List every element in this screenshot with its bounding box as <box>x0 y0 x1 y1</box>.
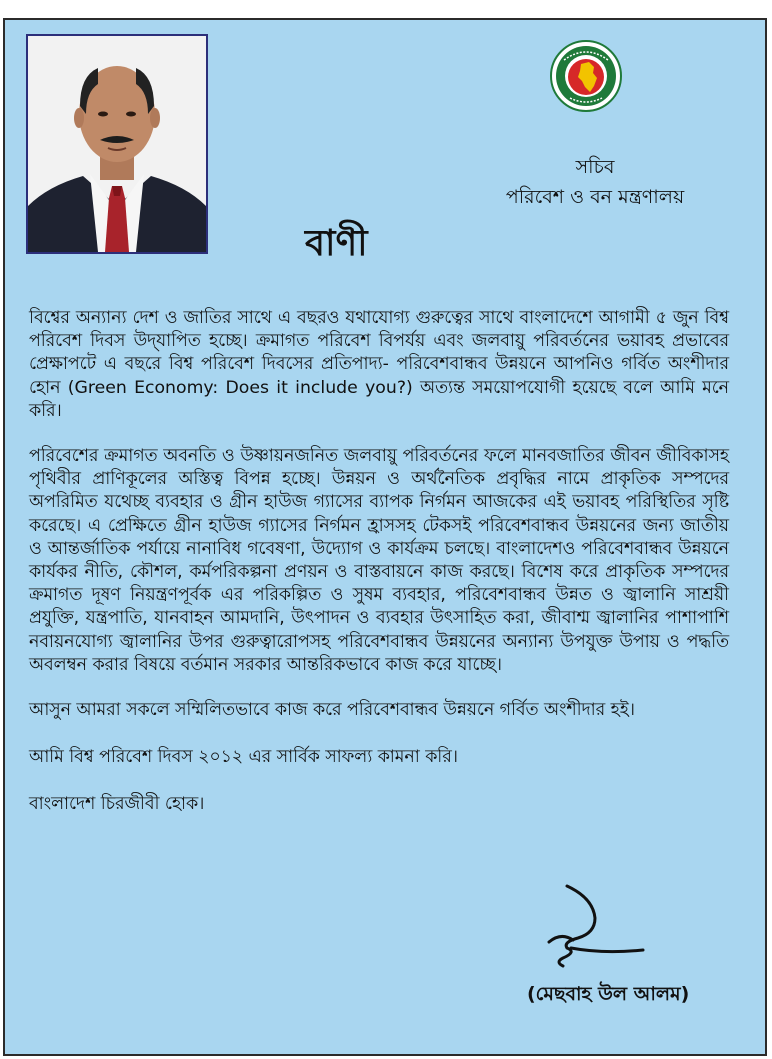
message-body <box>29 307 729 839</box>
official-portrait-photo <box>26 34 208 254</box>
signer-name: (মেছবাহ উল আলম) <box>527 983 690 1005</box>
paragraph-intro: বিশ্বের অন্যান্য দেশ ও জাতির সাথে এ বছরও যথাযোগ্য গুরুত্বের সাথে বাংলাদেশে আগামী ৫ জুন বিশ্ব পরিবেশ দিবস উদ্‌যাপিত হচ্ছে। ক্রমাগত পরিবেশ বিপর্যয় এবং জলবায়ু পরিবর্তনের ভয়াবহ প্রভাবের প্রেক্ষাপটে এ বছরে বিশ্ব পরিবেশ দিবসের প্রতিপাদ্য- পরিবেশবান্ধব উন্নয়নে আপনিও গর্বিত অংশীদার হোন (Green Economy: Does it include you?) অত্যন্ত সময়োপযোগী হয়েছে বলে আমি মনে করি। <box>29 308 729 421</box>
government-seal-icon <box>550 40 622 112</box>
designation-block <box>465 152 725 212</box>
message-heading: বাণী <box>305 223 368 264</box>
paragraph-wish: আমি বিশ্ব পরিবেশ দিবস ২০১২ এর সার্বিক সাফল্য কামনা করি। <box>29 747 458 768</box>
paragraph-closing: বাংলাদেশ চিরজীবী হোক। <box>29 794 205 815</box>
message-page <box>3 18 767 1056</box>
handwritten-signature <box>533 878 648 978</box>
ministry-name: পরিবেশ ও বন মন্ত্রণালয় <box>505 186 685 208</box>
paragraph-main: পরিবেশের ক্রমাগত অবনতি ও উষ্ণায়নজনিত জলবায়ু পরিবর্তনের ফলে মানবজাতির জীবন জীবিকাসহ পৃথিবীর প্রাণিকূলের অস্তিত্ব বিপন্ন হচ্ছে। উন্নয়ন ও অর্থনৈতিক প্রবৃদ্ধির নামে প্রাকৃতিক সম্পদের অপরিমিত যথেচ্ছ ব্যবহার ও গ্রীন হাউজ গ্যাসের ব্যাপক নির্গমন আজকের এই ভয়াবহ পরিস্থিতির সৃষ্টি করেছে। এ প্রেক্ষিতে গ্রীন হাউজ গ্যাসের নির্গমন হ্রাসসহ টেকসই পরিবেশবান্ধব উন্নয়নের জন্য জাতীয় ও আন্তর্জাতিক পর্যায়ে নানাবিধ গবেষণা, উদ্যোগ ও কার্যক্রম চলছে। বাংলাদেশও পরিবেশবান্ধব উন্নয়নে কার্যকর নীতি, কৌশল, কর্মপরিকল্পনা প্রণয়ন ও বাস্তবায়নে কাজ করছে। বিশেষ করে প্রাকৃতিক সম্পদের ক্রমাগত দূষণ নিয়ন্ত্রণপূর্বক এর পরিকল্পিত ও সুষম ব্যবহার, পরিবেশবান্ধব উন্নত ও জ্বালানি সাশ্রয়ী প্রযুক্তি, যন্ত্রপাতি, যানবাহন আমদানি, উৎপাদন ও ব্যবহার উৎসাহিত করা, জীবাশ্ম জ্বালানির পাশাপাশি নবায়নযোগ্য জ্বালানির উপর গুরুত্বারোপসহ পরিবেশবান্ধব উন্নয়নের অন্যান্য উপযুক্ত উপায় ও পদ্ধতি অবলম্বন করার বিষয়ে বর্তমান সরকার আন্তরিকভাবে কাজ করে যাচ্ছে। <box>29 446 729 675</box>
paragraph-appeal: আসুন আমরা সকলে সম্মিলিতভাবে কাজ করে পরিবেশবান্ধব উন্নয়নে গর্বিত অংশীদার হই। <box>29 700 635 721</box>
designation-title: সচিব <box>575 156 615 178</box>
